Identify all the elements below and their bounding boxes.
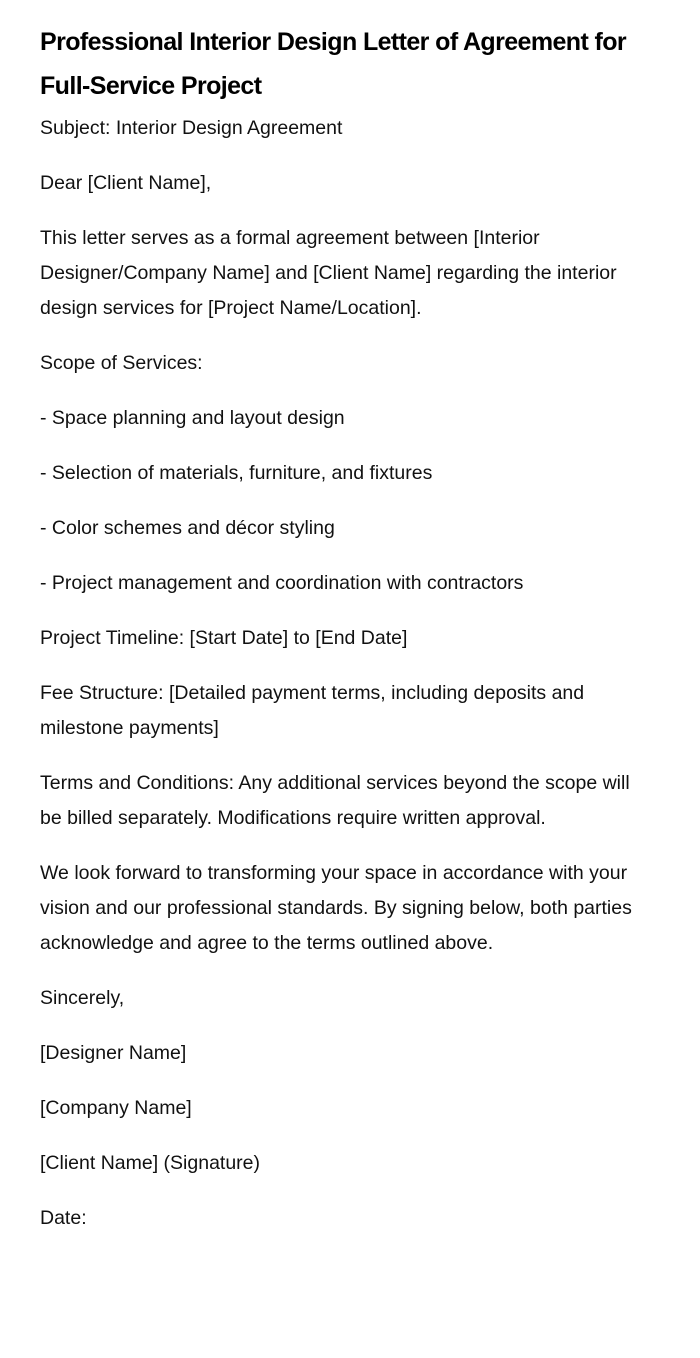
sign-off: Sincerely, — [40, 987, 125, 1009]
fee-structure: Fee Structure: [Detailed payment terms, including deposits and milestone payments] — [40, 682, 585, 739]
scope-item: - Color schemes and décor styling — [40, 517, 335, 539]
scope-item: - Project management and coordination with contractors — [40, 572, 524, 594]
scope-item: - Space planning and layout design — [40, 407, 345, 429]
scope-item: - Selection of materials, furniture, and fixtures — [40, 462, 433, 484]
salutation: Dear [Client Name], — [40, 172, 212, 194]
document-title: Professional Interior Design Letter of Agreement for Full-Service Project — [40, 28, 627, 100]
terms-and-conditions: Terms and Conditions: Any additional services beyond the scope will be billed separately. Modifications require written approval. — [40, 772, 630, 829]
closing-paragraph: We look forward to transforming your space in accordance with your vision and our professional standards. By signing below, both parties acknowledge and agree to the terms outlined above. — [40, 862, 632, 954]
designer-name: [Designer Name] — [40, 1042, 187, 1064]
client-signature: [Client Name] (Signature) — [40, 1152, 261, 1174]
scope-heading: Scope of Services: — [40, 352, 203, 374]
subject-line: Subject: Interior Design Agreement — [40, 117, 343, 139]
project-timeline: Project Timeline: [Start Date] to [End Date] — [40, 627, 408, 649]
company-name: [Company Name] — [40, 1097, 192, 1119]
intro-paragraph: This letter serves as a formal agreement between [Interior Designer/Company Name] and [Client Name] regarding the interior design services for [Project Name/Location]. — [40, 227, 617, 319]
date-label: Date: — [40, 1207, 87, 1229]
